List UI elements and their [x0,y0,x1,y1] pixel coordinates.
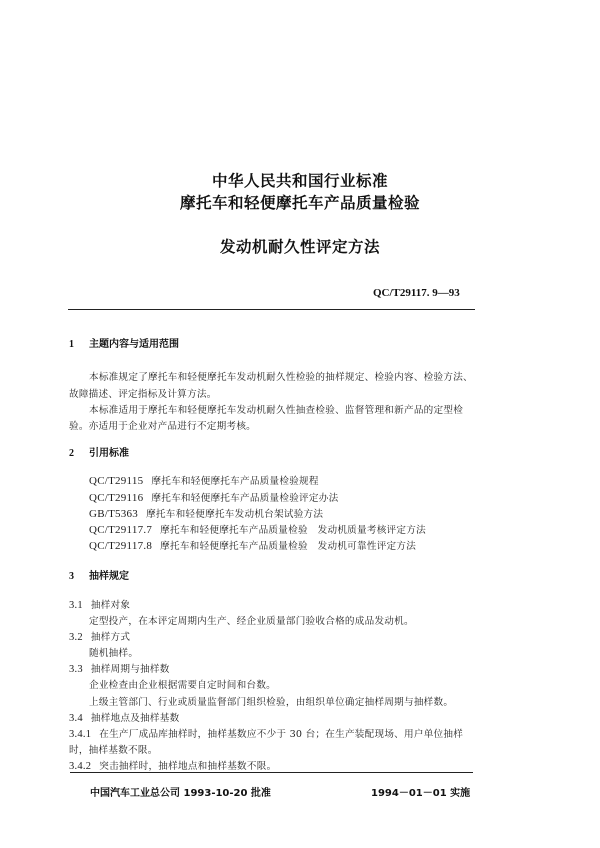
reference-code: GB/T5363 [89,508,139,520]
clause-line [69,758,276,772]
reference-item [89,522,426,536]
footer-rule [70,772,473,773]
reference-item [89,538,416,552]
clause-title: 抽样地点及抽样基数 [90,713,180,724]
section-number: 3 [69,571,74,582]
reference-item [89,490,338,504]
clause-text: 在生产厂成品库抽样时，抽样基数应不少于 30 台；在生产装配现场、用户单位抽样 [99,729,464,740]
doc-title-line2: 摩托车和轻便摩托车产品质量检验 [179,194,420,212]
clause-heading [69,661,170,675]
reference-code: QC/T29117.8 [89,540,153,552]
section-number: 2 [69,448,74,459]
clause-title: 抽样周期与抽样数 [90,664,170,675]
section-3-heading [69,567,129,582]
clause-title: 抽样方式 [90,632,131,643]
header-rule [68,309,475,310]
section-title: 引用标准 [89,448,129,459]
effective-date: 1994－01－01 实施 [371,788,471,799]
clause-heading [69,629,130,643]
clause-heading [69,710,179,724]
paragraph-line: 验。亦适用于企业对产品进行不定期考核。 [69,421,257,432]
clause-text: 突击抽样时，抽样地点和抽样基数不限。 [99,761,277,772]
standard-code: QC/T29117. 9—93 [373,287,460,299]
doc-title-line1: 中华人民共和国行业标准 [211,172,388,190]
reference-code: QC/T29117.7 [89,524,153,536]
reference-title: 摩托车和轻便摩托车产品质量检验评定办法 [151,493,339,504]
reference-code: QC/T29116 [89,492,144,504]
reference-title: 摩托车和轻便摩托车产品质量检验 发动机可靠性评定方法 [160,541,417,552]
clause-text: 随机抽样。 [89,648,139,659]
clause-number: 3.3 [69,664,83,675]
reference-title: 摩托车和轻便摩托车产品质量检验 发动机质量考核评定方法 [160,525,426,536]
reference-item [89,506,323,520]
reference-item [89,473,319,487]
clause-text: 企业检查由企业根据需要自定时间和台数。 [89,680,277,691]
clause-title: 抽样对象 [90,600,131,611]
clause-number: 3.4.2 [69,761,92,772]
reference-title: 摩托车和轻便摩托车发动机台架试验方法 [146,509,324,520]
clause-text: 上级主管部门、行业或质量监督部门组织检验，由组织单位确定抽样周期与抽样数。 [89,697,454,708]
clause-heading [69,597,130,611]
doc-subtitle: 发动机耐久性评定方法 [219,238,380,256]
section-number: 1 [69,339,74,350]
section-title: 抽样规定 [89,571,129,582]
paragraph-line: 本标准适用于摩托车和轻便摩托车发动机耐久性抽查检验、监督管理和新产品的定型检 [89,405,464,416]
clause-number: 3.4.1 [69,729,92,740]
paragraph-line: 故障描述、评定指标及计算方法。 [69,389,217,400]
reference-title: 摩托车和轻便摩托车产品质量检验规程 [151,476,319,487]
approval-line: 中国汽车工业总公司 1993-10-20 批准 [90,788,271,799]
clause-line [69,726,463,740]
reference-code: QC/T29115 [89,475,144,487]
section-2-heading [69,444,129,459]
clause-number: 3.4 [69,713,83,724]
section-1-heading [69,335,179,350]
clause-number: 3.2 [69,632,83,643]
clause-text: 时，抽样基数不限。 [69,745,158,756]
clause-number: 3.1 [69,600,83,611]
paragraph-line: 本标准规定了摩托车和轻便摩托车发动机耐久性检验的抽样规定、检验内容、检验方法、 [89,372,473,383]
section-title: 主题内容与适用范围 [89,339,179,350]
clause-text: 定型投产，在本评定周期内生产、经企业质量部门验收合格的成品发动机。 [89,616,414,627]
